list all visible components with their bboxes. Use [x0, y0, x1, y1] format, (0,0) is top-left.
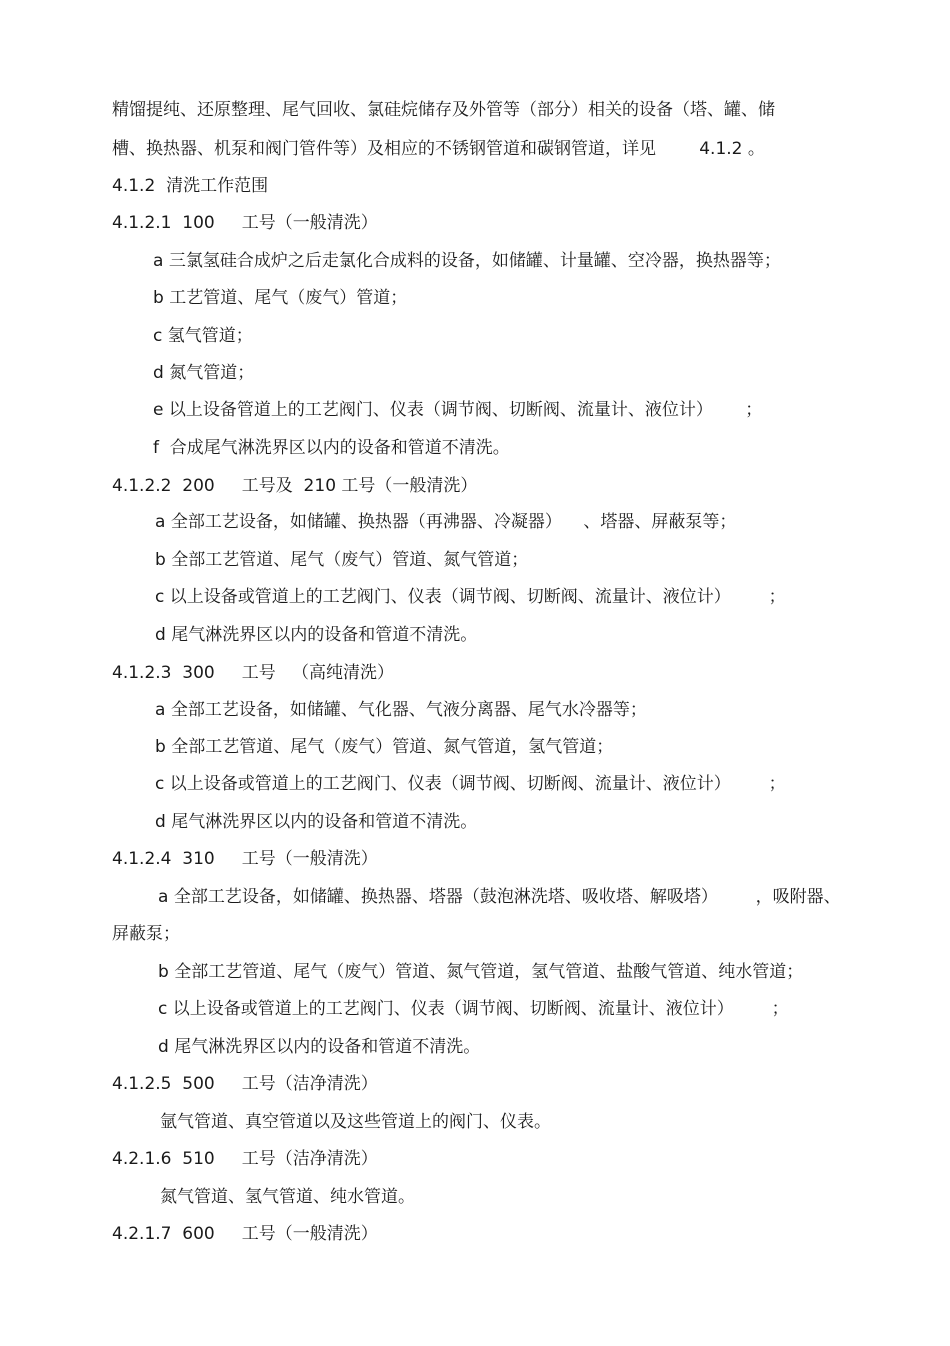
list-item: d 尾气淋洗界区以内的设备和管道不清洗。: [158, 1037, 481, 1057]
subsection-heading: 4.1.2.5 500 工号（洁净清洗）: [112, 1074, 378, 1094]
subsection-heading: 4.2.1.6 510 工号（洁净清洗）: [112, 1149, 378, 1169]
subsection-heading: 4.1.2.4 310 工号（一般清洗）: [112, 849, 378, 869]
list-item: a 全部工艺设备，如储罐、换热器（再沸器、冷凝器） 、塔器、屏蔽泵等；: [155, 512, 737, 532]
section-heading: 4.1.2 清洗工作范围: [112, 176, 269, 196]
list-item: b 全部工艺管道、尾气（废气）管道、氮气管道，氢气管道、盐酸气管道、纯水管道；: [158, 962, 804, 982]
body-text-line: 氮气管道、氢气管道、纯水管道。: [160, 1187, 415, 1207]
body-text-line: 槽、换热器、机泵和阀门管件等）及相应的不锈钢管道和碳钢管道，详见 4.1.2 。: [112, 139, 765, 159]
body-text-line: 氩气管道、真空管道以及这些管道上的阀门、仪表。: [160, 1112, 551, 1132]
subsection-heading: 4.2.1.7 600 工号（一般清洗）: [112, 1224, 378, 1244]
list-item: a 全部工艺设备，如储罐、气化器、气液分离器、尾气水冷器等；: [155, 700, 647, 720]
list-item: b 全部工艺管道、尾气（废气）管道、氮气管道；: [155, 550, 529, 570]
list-item-continuation: 屏蔽泵；: [112, 924, 180, 944]
subsection-heading: 4.1.2.1 100 工号（一般清洗）: [112, 213, 378, 233]
list-item: e 以上设备管道上的工艺阀门、仪表（调节阀、切断阀、流量计、液位计） ；: [153, 400, 763, 420]
subsection-heading: 4.1.2.3 300 工号 （高纯清洗）: [112, 663, 394, 683]
list-item: b 全部工艺管道、尾气（废气）管道、氮气管道，氢气管道；: [155, 737, 614, 757]
list-item: a 三氯氢硅合成炉之后走氯化合成料的设备，如储罐、计量罐、空冷器，换热器等；: [153, 251, 781, 271]
list-item: b 工艺管道、尾气（废气）管道；: [153, 288, 408, 308]
list-item: a 全部工艺设备，如储罐、换热器、塔器（鼓泡淋洗塔、吸收塔、解吸塔） ，吸附器、: [158, 887, 841, 907]
list-item: d 尾气淋洗界区以内的设备和管道不清洗。: [155, 812, 478, 832]
subsection-heading: 4.1.2.2 200 工号及 210 工号（一般清洗）: [112, 476, 478, 496]
body-text-line: 精馏提纯、还原整理、尾气回收、氯硅烷储存及外管等（部分）相关的设备（塔、罐、储: [112, 100, 775, 120]
list-item: d 氮气管道；: [153, 363, 255, 383]
list-item: f 合成尾气淋洗界区以内的设备和管道不清洗。: [153, 438, 510, 458]
list-item: d 尾气淋洗界区以内的设备和管道不清洗。: [155, 625, 478, 645]
list-item: c 氢气管道；: [153, 326, 253, 346]
list-item: c 以上设备或管道上的工艺阀门、仪表（调节阀、切断阀、流量计、液位计） ；: [155, 587, 786, 607]
list-item: c 以上设备或管道上的工艺阀门、仪表（调节阀、切断阀、流量计、液位计） ；: [155, 774, 786, 794]
list-item: c 以上设备或管道上的工艺阀门、仪表（调节阀、切断阀、流量计、液位计） ；: [158, 999, 789, 1019]
